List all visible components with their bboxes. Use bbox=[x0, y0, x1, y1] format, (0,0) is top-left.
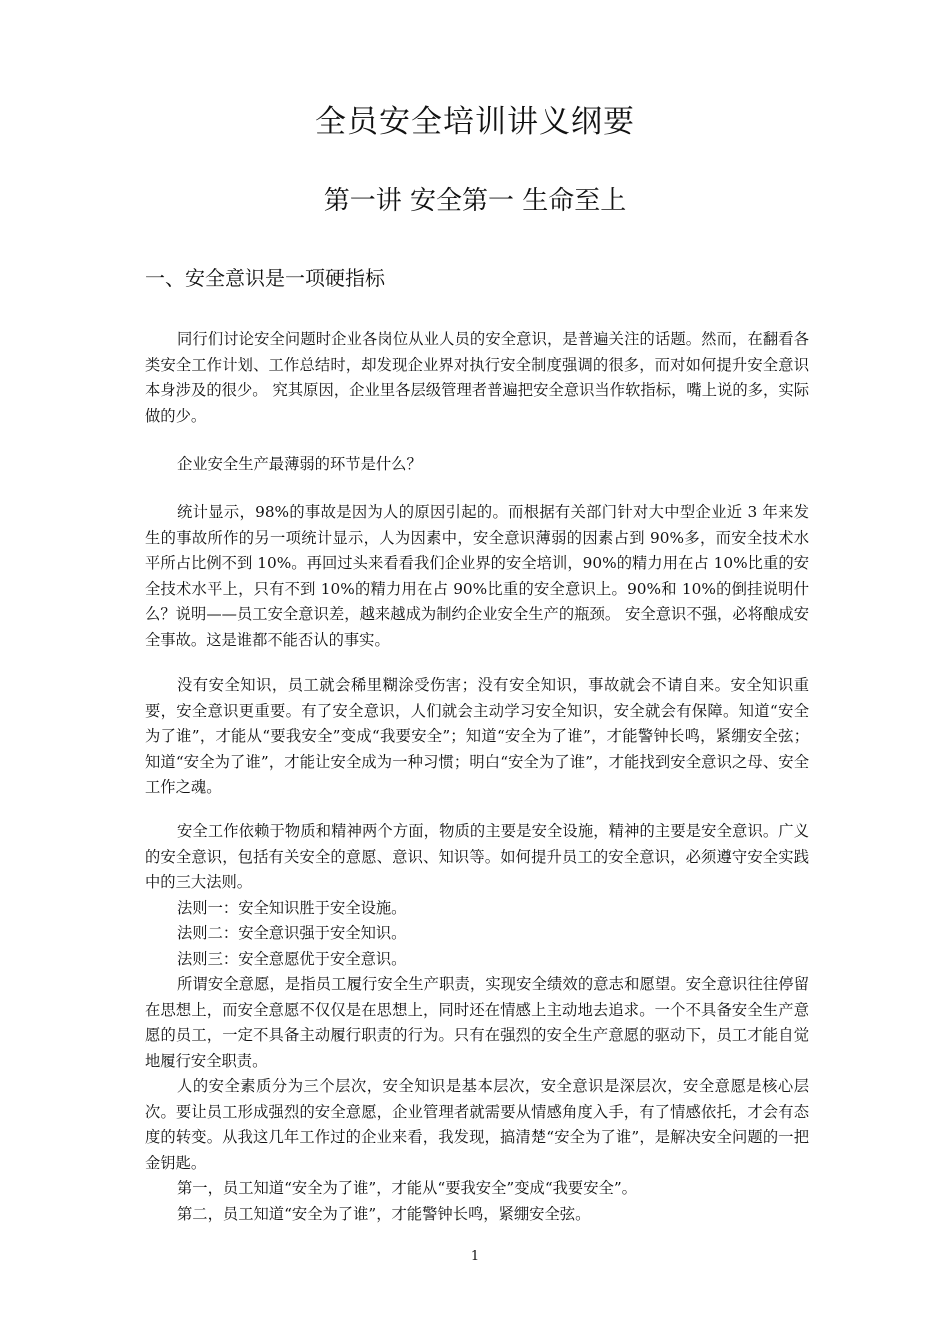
document-title: 全员安全培训讲义纲要 bbox=[315, 104, 635, 140]
paragraph-text: 安全工作依赖于物质和精神两个方面，物质的主要是安全设施，精神的主要是安全意识。广义的安全意识，包括有关安全的意愿、意识、知识等。如何提升员工的安全意识，必须遵守安全实践中的三大法则。 bbox=[145, 822, 809, 891]
paragraph-text: 所谓安全意愿，是指员工履行安全生产职责，实现安全绩效的意志和愿望。安全意识往往停留在思想上，而安全意愿不仅仅是在思想上，同时还在情感上主动地去追求。一个不具备安全生产意愿的员工，一定不具备主动履行职责的行为。只有在强烈的安全生产意愿的驱动下，员工才能自觉地履行安全职责。 bbox=[145, 975, 809, 1070]
paragraph-text: 没有安全知识，员工就会稀里糊涂受伤害；没有安全知识，事故就会不请自来。安全知识重要，安全意识更重要。有了安全意识，人们就会主动学习安全知识，安全就会有保障。知道“安全为了谁”，才能从“要我安全”变成“我要安全”；知道“安全为了谁”，才能警钟长鸣，紧绷安全弦；知道“安全为了谁”，才能让安全成为一种习惯；明白“安全为了谁”，才能找到安全意识之母、安全工作之魂。 bbox=[145, 676, 809, 796]
lecture-title: 第一讲 安全第一 生命至上 bbox=[323, 186, 627, 216]
rule-two: 法则二：安全意识强于安全知识。 bbox=[177, 924, 407, 942]
paragraph-intro bbox=[145, 327, 809, 429]
paragraph-text: 同行们讨论安全问题时企业各岗位从业人员的安全意识，是普遍关注的话题。然而，在翻看各类安全工作计划、工作总结时，却发现企业界对执行安全制度强调的很多，而对如何提升安全意识本身涉及的很少。 究其原因，企业里各层级管理者普遍把安全意识当作软指标，嘴上说的多，实际做的少。 bbox=[145, 330, 809, 425]
point-first: 第一，员工知道“安全为了谁”，才能从“要我安全”变成“我要安全”。 bbox=[177, 1179, 637, 1197]
paragraph-text: 人的安全素质分为三个层次，安全知识是基本层次，安全意识是深层次，安全意愿是核心层次。要让员工形成强烈的安全意愿，企业管理者就需要从情感角度入手，有了情感依托，才会有态度的转变。从我这几年工作过的企业来看，我发现，搞清楚“安全为了谁”，是解决安全问题的一把金钥匙。 bbox=[145, 1077, 809, 1172]
paragraph-statistics bbox=[145, 500, 809, 653]
paragraph-question bbox=[145, 452, 809, 478]
paragraph-text: 统计显示，98%的事故是因为人的原因引起的。而根据有关部门针对大中型企业近 3 年来发生的事故所作的另一项统计显示，人为因素中，安全意识薄弱的因素占到 90%多，而安全技术水平所占比例不到 10%。再回过头来看看我们企业界的安全培训，90%的精力用在占 10%比重的安全技术水平上，只有不到 10%的精力用在占 90%比重的安全意识上。90%和 10%的倒挂说明什么？说明——员工安全意识差，越来越成为制约企业安全生产的瓶颈。 安全意识不强，必将酿成安全事故。这是谁都不能否认的事实。 bbox=[145, 503, 809, 649]
section-heading: 一、安全意识是一项硬指标 bbox=[145, 266, 385, 290]
page-number: 1 bbox=[470, 1249, 480, 1264]
paragraph-principles bbox=[145, 819, 809, 1227]
point-second: 第二，员工知道“安全为了谁”，才能警钟长鸣，紧绷安全弦。 bbox=[177, 1204, 591, 1223]
rule-one: 法则一：安全知识胜于安全设施。 bbox=[177, 898, 407, 917]
paragraph-text: 企业安全生产最薄弱的环节是什么？ bbox=[177, 455, 422, 473]
rule-three: 法则三：安全意愿优于安全意识。 bbox=[177, 949, 407, 968]
paragraph-knowledge bbox=[145, 673, 809, 801]
